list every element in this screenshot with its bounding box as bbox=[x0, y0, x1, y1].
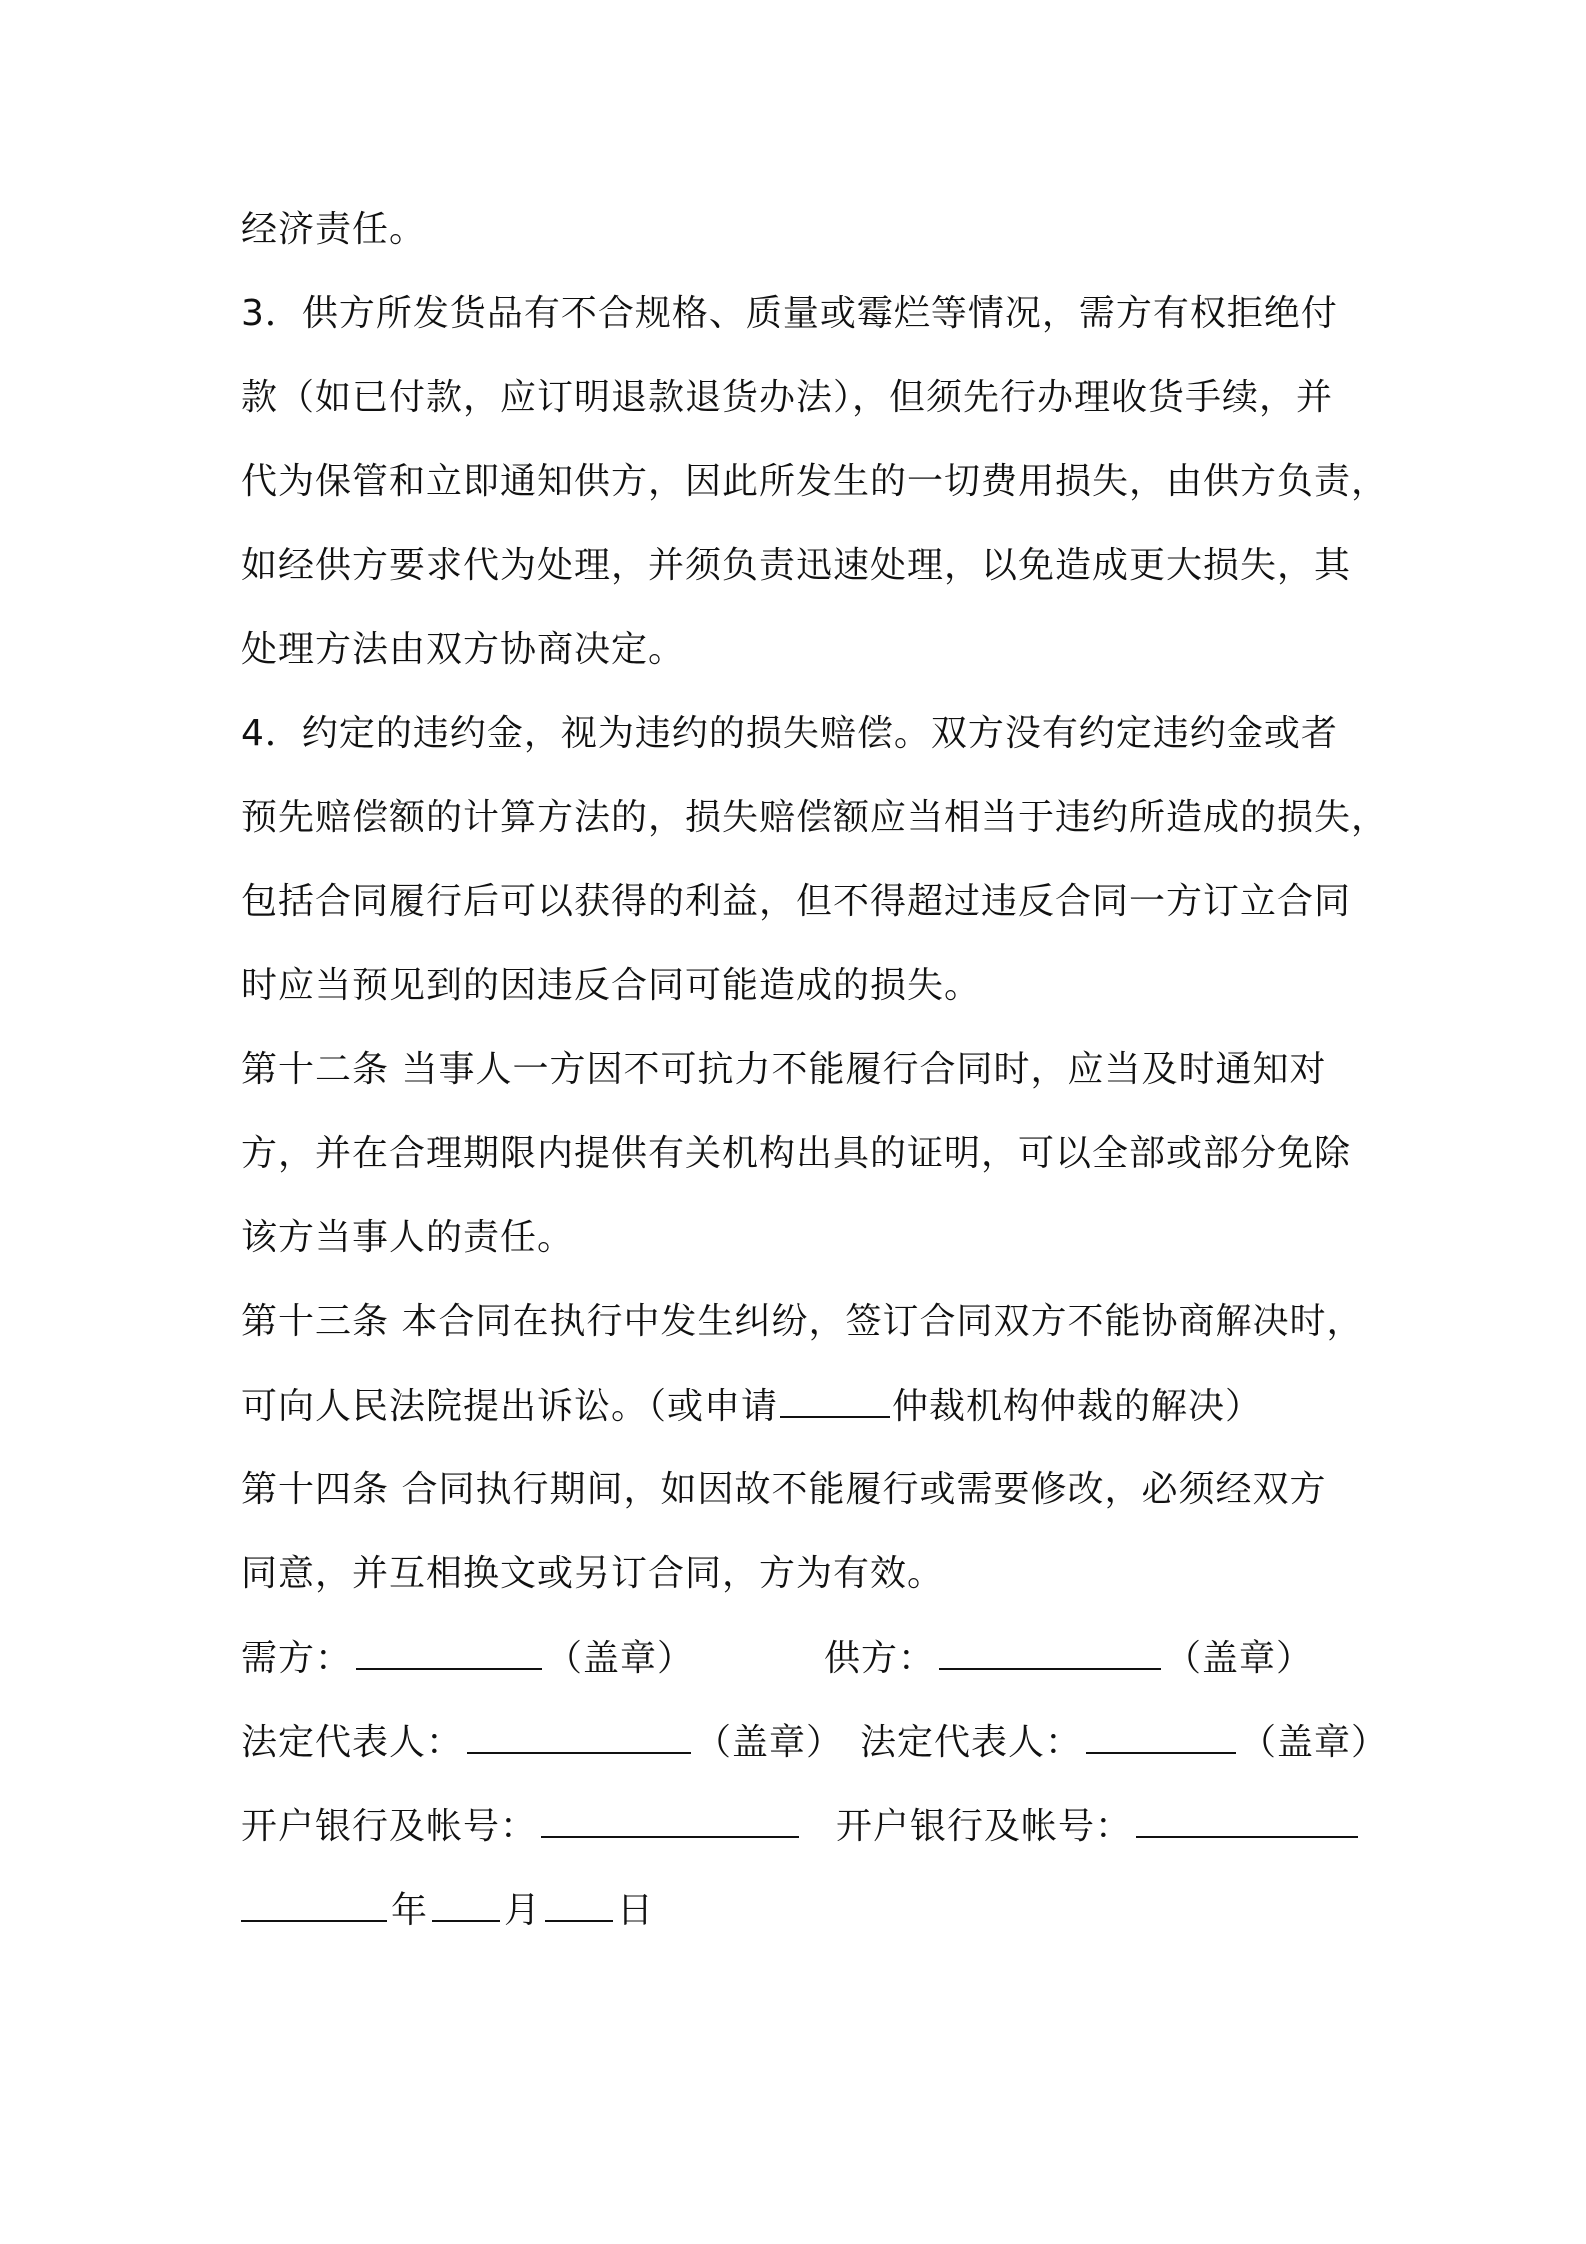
seller-rep-seal: （盖章） bbox=[1240, 1722, 1389, 1763]
seller-rep-label: 法定代表人： bbox=[860, 1722, 1083, 1763]
text-line: 3．供方所发货品有不合规格、质量或霉烂等情况，需方有权拒绝付 bbox=[241, 293, 1338, 334]
seller-seal: （盖章） bbox=[1165, 1638, 1314, 1679]
buyer-bank-label: 开户银行及帐号： bbox=[241, 1806, 538, 1847]
buyer-blank bbox=[356, 1634, 542, 1670]
seller-rep bbox=[860, 1718, 1388, 1767]
text-line: 方，并在合理期限内提供有关机构出具的证明，可以全部或部分免除 bbox=[241, 1133, 1352, 1174]
arbitration-text-before: 可向人民法院提出诉讼。（或申请 bbox=[241, 1386, 779, 1427]
text-line: 第十三条 本合同在执行中发生纠纷，签订合同双方不能协商解决时， bbox=[241, 1301, 1364, 1342]
text-line: 经济责任。 bbox=[241, 209, 427, 250]
month-label: 月 bbox=[504, 1890, 542, 1931]
seller-bank-label: 开户银行及帐号： bbox=[836, 1806, 1133, 1847]
year-blank bbox=[241, 1886, 387, 1922]
buyer-rep bbox=[241, 1718, 843, 1767]
text-line: 包括合同履行后可以获得的利益，但不得超过违反合同一方订立合同 bbox=[241, 881, 1352, 922]
buyer-seal: （盖章） bbox=[546, 1638, 695, 1679]
seller-blank bbox=[939, 1634, 1161, 1670]
text-line: 代为保管和立即通知供方，因此所发生的一切费用损失，由供方负责， bbox=[241, 461, 1389, 502]
text-line: 时应当预见到的因违反合同可能造成的损失。 bbox=[241, 965, 982, 1006]
date-line bbox=[241, 1886, 654, 1935]
text-line: 第十四条 合同执行期间，如因故不能履行或需要修改，必须经双方 bbox=[241, 1469, 1327, 1510]
text-line: 如经供方要求代为处理，并须负责迅速处理，以免造成更大损失，其 bbox=[241, 545, 1352, 586]
day-blank bbox=[545, 1886, 613, 1922]
text-line: 处理方法由双方协商决定。 bbox=[241, 629, 686, 670]
year-label: 年 bbox=[391, 1890, 429, 1931]
month-blank bbox=[432, 1886, 500, 1922]
buyer-bank bbox=[241, 1802, 803, 1851]
buyer-signature bbox=[241, 1634, 694, 1683]
text-line: 预先赔偿额的计算方法的，损失赔偿额应当相当于违约所造成的损失， bbox=[241, 797, 1389, 838]
seller-bank bbox=[836, 1802, 1362, 1851]
seller-label: 供方： bbox=[824, 1638, 936, 1679]
text-line: 4．约定的违约金，视为违约的损失赔偿。双方没有约定违约金或者 bbox=[241, 713, 1338, 754]
text-line: 该方当事人的责任。 bbox=[241, 1217, 575, 1258]
buyer-label: 需方： bbox=[241, 1638, 353, 1679]
seller-bank-blank bbox=[1136, 1802, 1358, 1838]
text-line: 同意，并互相换文或另订合同，方为有效。 bbox=[241, 1553, 945, 1594]
buyer-bank-blank bbox=[541, 1802, 799, 1838]
day-label: 日 bbox=[617, 1890, 655, 1931]
arbitration-blank bbox=[780, 1382, 890, 1418]
buyer-rep-label: 法定代表人： bbox=[241, 1722, 464, 1763]
buyer-rep-seal: （盖章） bbox=[695, 1722, 844, 1763]
text-line: 款（如已付款，应订明退款退货办法），但须先行办理收货手续，并 bbox=[241, 377, 1334, 418]
arbitration-line bbox=[241, 1382, 1262, 1431]
buyer-rep-blank bbox=[467, 1718, 691, 1754]
seller-rep-blank bbox=[1086, 1718, 1236, 1754]
arbitration-text-after: 仲裁机构仲裁的解决） bbox=[892, 1386, 1263, 1427]
seller-signature bbox=[824, 1634, 1313, 1683]
text-line: 第十二条 当事人一方因不可抗力不能履行合同时，应当及时通知对 bbox=[241, 1049, 1327, 1090]
